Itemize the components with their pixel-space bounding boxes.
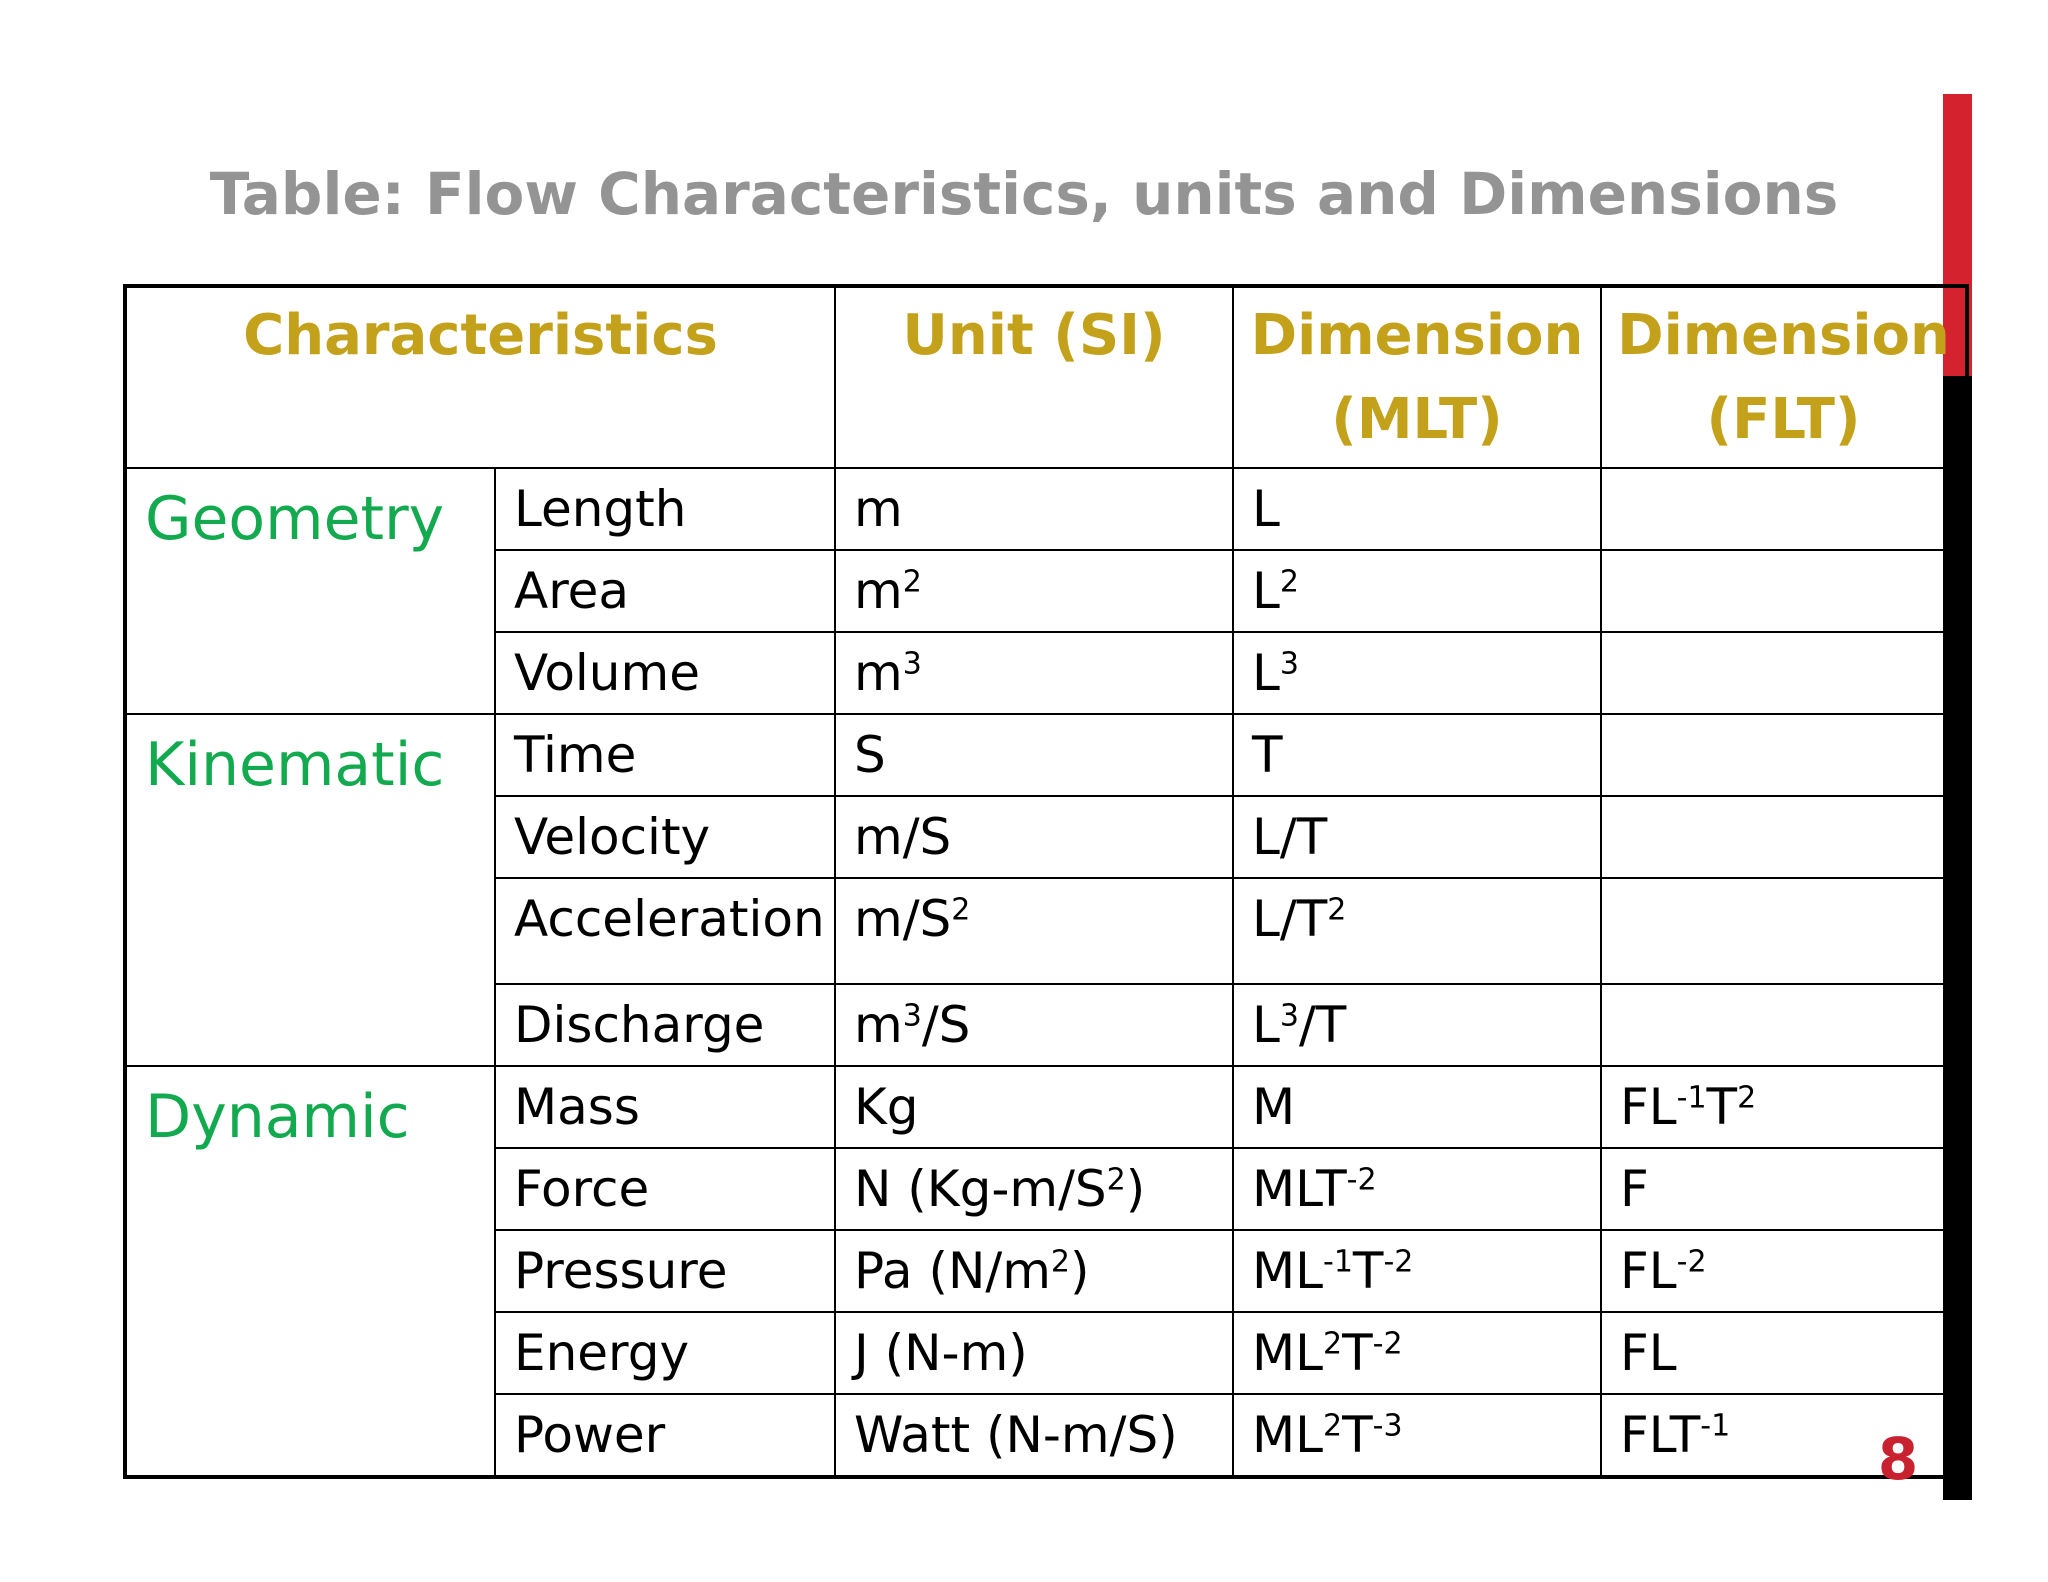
cell-unit: S <box>835 714 1233 796</box>
cell-unit: $m^2$ <box>835 550 1233 632</box>
cell-flt <box>1601 878 1967 984</box>
cell-unit: $m^3$ <box>835 632 1233 714</box>
flow-characteristics-table <box>123 284 1969 1479</box>
header-dimension-flt: Dimension (FLT) <box>1601 286 1967 468</box>
group-kinematic: Kinematic <box>125 714 495 1066</box>
cell-unit: Kg <box>835 1066 1233 1148</box>
cell-flt: F <box>1601 1148 1967 1230</box>
cell-mlt: M <box>1233 1066 1601 1148</box>
cell-unit: J (N-m) <box>835 1312 1233 1394</box>
page-number: 8 <box>1877 1425 1919 1493</box>
cell-mlt: $L/T^2$ <box>1233 878 1601 984</box>
cell-mlt: $MLT^{-2}$ <box>1233 1148 1601 1230</box>
cell-name: Length <box>495 468 835 550</box>
cell-flt <box>1601 984 1967 1066</box>
cell-flt <box>1601 632 1967 714</box>
group-dynamic: Dynamic <box>125 1066 495 1477</box>
cell-flt <box>1601 796 1967 878</box>
cell-flt <box>1601 714 1967 796</box>
cell-flt: $FL^{-1}T^2$ <box>1601 1066 1967 1148</box>
cell-mlt: $L^3/T$ <box>1233 984 1601 1066</box>
cell-mlt: $L^2$ <box>1233 550 1601 632</box>
cell-flt: $FLT^{-1}$ <box>1601 1394 1967 1477</box>
cell-mlt: $ML^2T^{-2}$ <box>1233 1312 1601 1394</box>
cell-name: Velocity <box>495 796 835 878</box>
cell-unit: Pa $(N/m^2)$ <box>835 1230 1233 1312</box>
cell-flt <box>1601 468 1967 550</box>
cell-mlt: $L^3$ <box>1233 632 1601 714</box>
cell-flt <box>1601 550 1967 632</box>
cell-unit: Watt (N-m/S) <box>835 1394 1233 1477</box>
slide-title: Table: Flow Characteristics, units and Dimensions <box>209 160 1839 228</box>
group-geometry: Geometry <box>125 468 495 714</box>
cell-unit: $m/S^2$ <box>835 878 1233 984</box>
cell-unit: m <box>835 468 1233 550</box>
cell-name: Power <box>495 1394 835 1477</box>
cell-flt: $FL^{-2}$ <box>1601 1230 1967 1312</box>
cell-unit: m/S <box>835 796 1233 878</box>
header-dimension-mlt: Dimension (MLT) <box>1233 286 1601 468</box>
cell-mlt: T <box>1233 714 1601 796</box>
cell-flt: FL <box>1601 1312 1967 1394</box>
cell-name: Volume <box>495 632 835 714</box>
table-row <box>125 468 1967 550</box>
cell-name: Acceleration <box>495 878 835 984</box>
cell-name: Pressure <box>495 1230 835 1312</box>
cell-unit: $m^3/S$ <box>835 984 1233 1066</box>
cell-name: Time <box>495 714 835 796</box>
table-row <box>125 714 1967 796</box>
header-unit-si: Unit (SI) <box>835 286 1233 468</box>
table-header-row <box>125 286 1967 468</box>
cell-name: Energy <box>495 1312 835 1394</box>
cell-name: Area <box>495 550 835 632</box>
table-row <box>125 1066 1967 1148</box>
cell-mlt: L <box>1233 468 1601 550</box>
cell-mlt: L/T <box>1233 796 1601 878</box>
cell-name: Force <box>495 1148 835 1230</box>
header-characteristics: Characteristics <box>125 286 835 468</box>
cell-mlt: $ML^{-1}T^{-2}$ <box>1233 1230 1601 1312</box>
cell-unit: N $(Kg-m/S^2)$ <box>835 1148 1233 1230</box>
cell-name: Mass <box>495 1066 835 1148</box>
cell-mlt: $ML^2T^{-3}$ <box>1233 1394 1601 1477</box>
cell-name: Discharge <box>495 984 835 1066</box>
